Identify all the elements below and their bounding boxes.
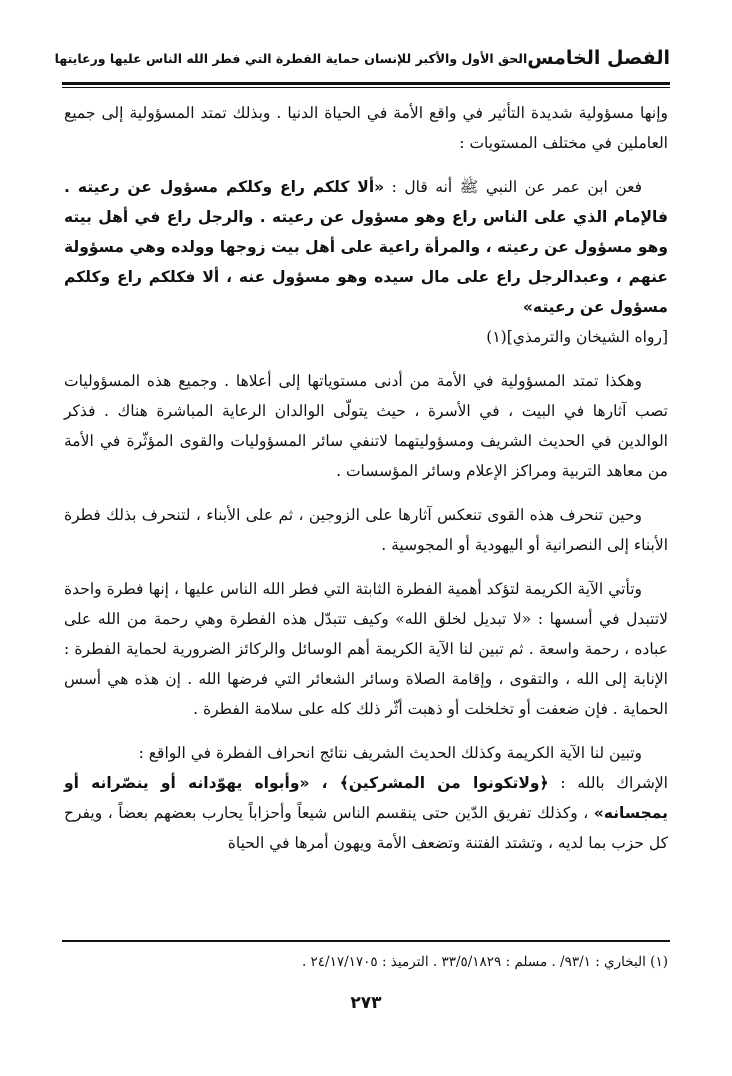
hadith-reference: [رواه الشيخان والترمذي](١) <box>486 328 668 346</box>
paragraph-gap <box>64 352 668 366</box>
footnote-rule <box>62 940 670 942</box>
page-number: ٢٧٣ <box>350 993 382 1013</box>
paragraph-gap <box>64 486 668 500</box>
paragraph-7-end: ، وكذلك تفريق الدّين حتى ينقسم الناس شيعاً وأحزاباً يحارب بعضهم بعضاً ، ويفرح كل حزب بما لديه ، وتشتد الفتنة وتضعف الأمة ويهون أمرها في الحياة <box>64 804 668 852</box>
header-rule <box>62 82 670 88</box>
chapter-title: الفصل الخامس <box>527 47 670 69</box>
running-title: الحق الأول والأكبر للإنسان حماية الفطرة التي فطر الله الناس عليها ورعايتها <box>54 50 528 66</box>
footnote: (١) البخاري : ٩٣/١/ . مسلم : ٣٣/٥/١٨٢٩ . الترميذ : ٢٤/١٧/١٧٠٥ . <box>301 954 668 970</box>
paragraph-3: وهكذا تمتد المسؤولية في الأمة من أدنى مستوياتها إلى أعلاها . وجميع هذه المسؤوليات تصب آثارها في البيت ، في الأسرة ، حيث يتولّى الوالدان الرعاية المباشرة هناك . فذكر الوالدين في الحديث الشريف ومسؤوليتهما لاتنفي سائر المسؤوليات والقوى المؤثّرة في الأمة من معاهد التربية ومراكز الإعلام وسائر المؤسسات . <box>64 372 668 480</box>
hadith-text: «ألا كلكم راع وكلكم مسؤول عن رعيته . فالإمام الذي على الناس راع وهو مسؤول عن رعيته . والرجل راع في أهل بيته وهو مسؤول عن رعيته ، والمرأة راعية على أهل بيت زوجها وولده وهي مسؤولة عنهم ، وعبدالرجل راع على مال سيده وهو مسؤول عنه ، ألا فكلكم راع وكلكم مسؤول عن رعيته» <box>64 178 668 316</box>
paragraph-5: وتأتي الآية الكريمة لتؤكد أهمية الفطرة الثابتة التي فطر الله الناس عليها ، إنها فطرة واحدة لاتتبدل في أسسها : «لا تبديل لخلق الله» وكيف تتبدّل هذه الفطرة وهي رحمة من الله على عباده ، رحمة واسعة . ثم تبين لنا الآية الكريمة أهم الوسائل والركائز الضرورية لحماية الفطرة : الإنابة إلى الله ، والتقوى ، وإقامة الصلاة وسائر الشعائر التي فرضها الله . إن هذه هي أسس الحماية . فإن ضعفت أو تخلخلت أو ذهبت أثّر ذلك كله على سلامة الفطرة . <box>64 580 668 718</box>
paragraph-6: وتبين لنا الآية الكريمة وكذلك الحديث الشريف نتائج انحراف الفطرة في الواقع : <box>138 744 642 762</box>
verse-quote: ﴿ولاتكونوا من المشركين﴾ ، «وأبواه يهوّدانه أو ينصّرانه أو يمجسانه» <box>64 774 668 822</box>
page-header <box>54 38 670 78</box>
paragraph-4: وحين تنحرف هذه القوى تنعكس آثارها على الزوجين ، ثم على الأبناء ، لتنحرف بذلك فطرة الأبناء إلى النصرانية أو اليهودية أو المجوسية . <box>64 506 668 554</box>
paragraph-7-start: الإشراك بالله : <box>560 774 668 792</box>
paragraph-gap <box>64 560 668 574</box>
paragraph-hadith <box>64 172 668 322</box>
hadith-intro: فعن ابن عمر عن النبي ﷺ أنه قال : <box>391 178 642 196</box>
paragraph-gap <box>64 158 668 172</box>
paragraph-1: وإنها مسؤولية شديدة التأثير في واقع الأمة في الحياة الدنيا . وبذلك تمتد المسؤولية إلى جميع العاملين في مختلف المستويات : <box>64 104 668 152</box>
page-body <box>64 98 668 858</box>
paragraph-7 <box>64 768 668 858</box>
paragraph-gap <box>64 724 668 738</box>
